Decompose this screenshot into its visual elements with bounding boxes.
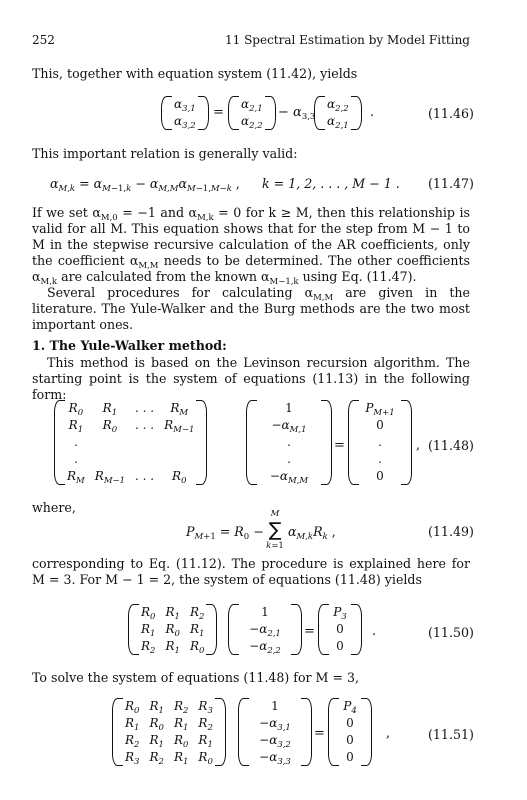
vector-P4: $P_4$ 0 0 0 (326, 698, 374, 766)
paragraph-levinson: This method is based on the Levinson recursion algorithm. The starting point is the system of equations (11.13) in the following form: (32, 355, 470, 402)
relation-text: This important relation is generally valid: (32, 146, 298, 161)
paragraph-procedures: Several procedures for calculating $\alpha_{M,M}$ are given in the literature. The Yule-Walker and the Burg methods are the two most important ones. (32, 285, 470, 332)
paragraph-m3: corresponding to Eq. (11.12). The procedure is explained here for M = 3. For M − 1 = 2, the system of equations (11.48) yields (32, 556, 470, 587)
paragraph-solve: To solve the system of equations (11.48) for M = 3, (32, 670, 360, 685)
vector-alpha2-reversed: $\alpha_{2,2}$ $\alpha_{2,1}$ (312, 96, 364, 130)
equation-number-11-51: (11.51) (428, 727, 474, 742)
vector-alpha3-full: 1 $-\alpha_{3,1}$ $-\alpha_{3,2}$ $-\alpha_{3,3}$ (236, 698, 314, 766)
matrix-R: $R_0$ $R_1$ . . . $R_M$ $R_1$ $R_0$ . . . $R_{M-1}$ . . $R_M$ $R_{M-1}$ . . . $R_0$ (52, 400, 209, 485)
equation-number-11-50: (11.50) (428, 625, 474, 640)
equation-number-11-48: (11.48) (428, 438, 474, 453)
running-title: 11 Spectral Estimation by Model Fitting (225, 33, 470, 47)
page-number: 252 (32, 33, 55, 47)
equation-11-47: $\alpha_{M,k} = \alpha_{M-1,k} - \alpha_{M,M}\alpha_{M-1,M-k}$ , (50, 176, 240, 194)
book-page: 252 11 Spectral Estimation by Model Fitting This, together with equation system (11.42), yields $\alpha_{3,1}$ $\alpha_{3,2}$ = $\alpha_{2,1}$ $\alpha_{2,2}$ − $\alpha_{3,3}$ $\alpha_{2,2}$ $\alpha_{2,1}$ . (11.46) This important relation is generally valid: $\alpha_{M,k} = \alpha_{M-1,k} - \alpha_{M,M}\alpha_{M-1,M-k}$ , k = 1, 2, . . . , M − 1 . (11.47) If we set $\alpha_{M,0} = -1$ and $\alpha_{M,k} = 0$ for k ≥ M, then this relationship is valid for all M. This equation shows that for the step from M − 1 to M in the stepwise recursive calculation of the AR coefficients, only the coefficient $\alpha_{M,M}$ needs to be determined. The other coefficients $\alpha_{M,k}$ are calculated from the known $\alpha_{M-1,k}$ using Eq. (11.47). Several procedures for calculating $\alpha_{M,M}$ are given in the literature. The Yule-Walker and the Burg methods are the two most important ones. 1. The Yule-Walker method: This method is based on the Levinson recursion algorithm. The starting point is the system of equations (11.13) in the following form: $R_0$ $R_1$ . . . $R_M$ $R_1$ $R_0$ . . . $R_{M-1}$ . . $R_M$ $R_{M-1}$ . . . $R_0$ 1 $-\alpha_{M,1}$ . . $-\alpha_{M,M}$ = $P_{M+1}$ 0 . . 0 , (11.48) where, $P_{M+1} = R_0$ − M ∑ k=1 $\alpha_{M,k}R_k$ , (11.49) corresponding to Eq. (11.12). The procedure is explained here for M = 3. For M − 1 = 2, the system of equations (11.48) yields $R_0$ $R_1$ $R_2$ $R_1$ $R_0$ $R_1$ $R_2$ $R_1$ $R_0$ 1 $-\alpha_{2,1}$ $-\alpha_{2,2}$ = $P_3$ 0 0 . (11.50) To solve the system of equations (11.48) for M = 3, $R_0$ $R_1$ $R_2$ $R_3$ $R_1$ $R_0$ $R_1$ $R_2$ $R_2$ $R_1$ $R_0$ $R_1$ $R_3$ $R_2$ $R_1$ $R_0$ 1 $-\alpha_{3,1}$ $-\alpha_{3,2}$ $-\alpha_{3,3}$ = $P_4$ 0 0 0 , (11.51) (0, 0, 527, 800)
where-text: where, (32, 500, 76, 515)
equation-11-47-range: k = 1, 2, . . . , M − 1 . (262, 176, 400, 191)
equation-number-11-46: (11.46) (428, 106, 474, 121)
matrix-R-4x4: $R_0$ $R_1$ $R_2$ $R_3$ $R_1$ $R_0$ $R_1$ $R_2$ $R_2$ $R_1$ $R_0$ $R_1$ $R_3$ $R_2$ $R_1$ $R_0$ (110, 698, 228, 766)
vector-alpha3: $\alpha_{3,1}$ $\alpha_{3,2}$ (159, 96, 211, 130)
paragraph-recursion: If we set $\alpha_{M,0} = -1$ and $\alpha_{M,k} = 0$ for k ≥ M, then this relationship is valid for all M. This equation shows that for the step from M − 1 to M in the stepwise recursive calculation of the AR coefficients, only the coefficient $\alpha_{M,M}$ needs to be determined. The other coefficients $\alpha_{M,k}$ are calculated from the known $\alpha_{M-1,k}$ using Eq. (11.47). (32, 205, 471, 287)
equation-number-11-49: (11.49) (428, 524, 474, 539)
section-heading-yule-walker: 1. The Yule-Walker method: (32, 338, 227, 353)
equation-number-11-47: (11.47) (428, 176, 474, 191)
vector-P: $P_{M+1}$ 0 . . 0 (346, 400, 414, 485)
vector-P3: $P_3$ 0 0 (316, 604, 364, 655)
vector-alpha-M: 1 $-\alpha_{M,1}$ . . $-\alpha_{M,M}$ (244, 400, 334, 485)
vector-alpha2-full: 1 $-\alpha_{2,1}$ $-\alpha_{2,2}$ (226, 604, 304, 655)
intro-text: This, together with equation system (11.42), yields (32, 66, 358, 81)
vector-alpha2: $\alpha_{2,1}$ $\alpha_{2,2}$ (226, 96, 278, 130)
matrix-R-3x3: $R_0$ $R_1$ $R_2$ $R_1$ $R_0$ $R_1$ $R_2$ $R_1$ $R_0$ (126, 604, 219, 655)
